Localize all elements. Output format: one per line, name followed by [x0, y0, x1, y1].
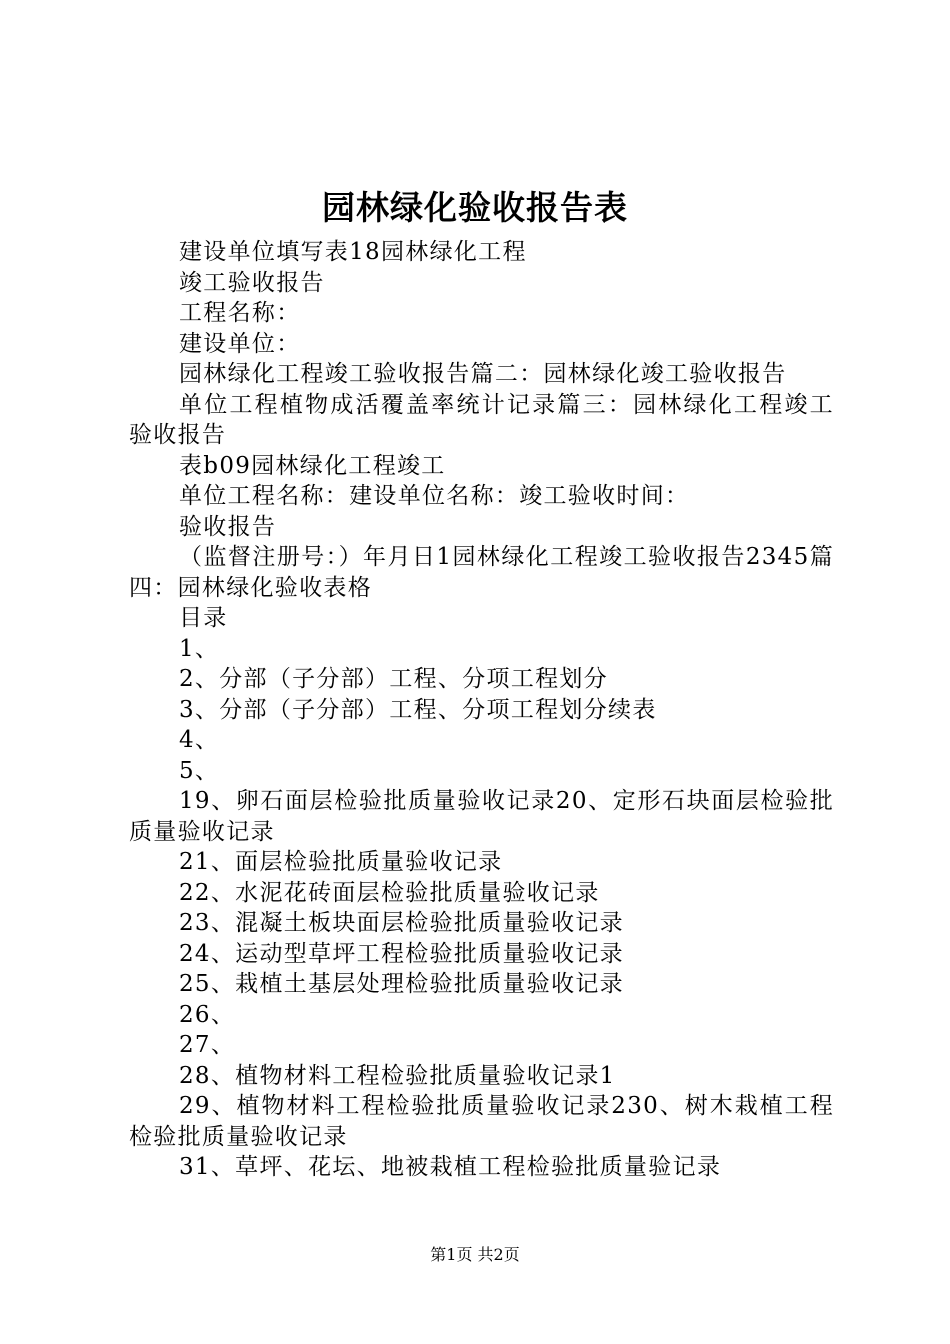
list-item: 27、: [179, 1032, 236, 1058]
paragraph: 建设单位填写表18园林绿化工程: [179, 239, 527, 265]
list-item: 23、混凝土板块面层检验批质量验收记录: [179, 910, 624, 936]
list-item: 19、卵石面层检验批质量验收记录20、定形石块面层检验批质量验收记录: [129, 788, 834, 845]
paragraph: 验收报告: [179, 513, 277, 540]
paragraph: 单位工程植物成活覆盖率统计记录篇三：园林绿化工程竣工验收报告: [129, 391, 834, 448]
paragraph: 工程名称：: [179, 300, 301, 326]
list-item: 4、: [179, 727, 220, 753]
list-item: 3、分部（子分部）工程、分项工程划分续表: [179, 696, 657, 723]
list-item: 29、植物材料工程检验批质量验收记录230、树木栽植工程检验批质量验收记录: [129, 1093, 834, 1150]
document-title: 园林绿化验收报告表: [322, 188, 628, 227]
paragraph: 园林绿化工程竣工验收报告篇二：园林绿化竣工验收报告: [179, 361, 787, 387]
document-body: [129, 237, 834, 1183]
paragraph: （监督注册号：）年月日1园林绿化工程竣工验收报告2345篇四：园林绿化验收表格: [129, 544, 834, 601]
list-item: 5、: [179, 757, 220, 784]
list-item: 26、: [179, 1001, 236, 1028]
paragraph: 建设单位：: [179, 330, 301, 357]
page-number-footer: 第1页 共2页: [430, 1245, 520, 1264]
paragraph: 目录: [179, 605, 228, 631]
list-item: 22、水泥花砖面层检验批质量验收记录: [179, 879, 600, 906]
list-item: 31、草坪、花坛、地被栽植工程检验批质量验记录: [179, 1154, 722, 1180]
paragraph: 表b09园林绿化工程竣工: [179, 452, 446, 479]
list-item: 1、: [179, 635, 220, 662]
paragraph: 竣工验收报告: [179, 269, 325, 296]
list-item: 2、分部（子分部）工程、分项工程划分: [179, 666, 609, 692]
list-item: 25、栽植土基层处理检验批质量验收记录: [179, 971, 624, 997]
list-item: 21、面层检验批质量验收记录: [179, 849, 503, 875]
list-item: 28、植物材料工程检验批质量验收记录1: [179, 1062, 616, 1089]
paragraph: 单位工程名称：建设单位名称：竣工验收时间：: [179, 483, 690, 509]
list-item: 24、运动型草坪工程检验批质量验收记录: [179, 940, 624, 967]
